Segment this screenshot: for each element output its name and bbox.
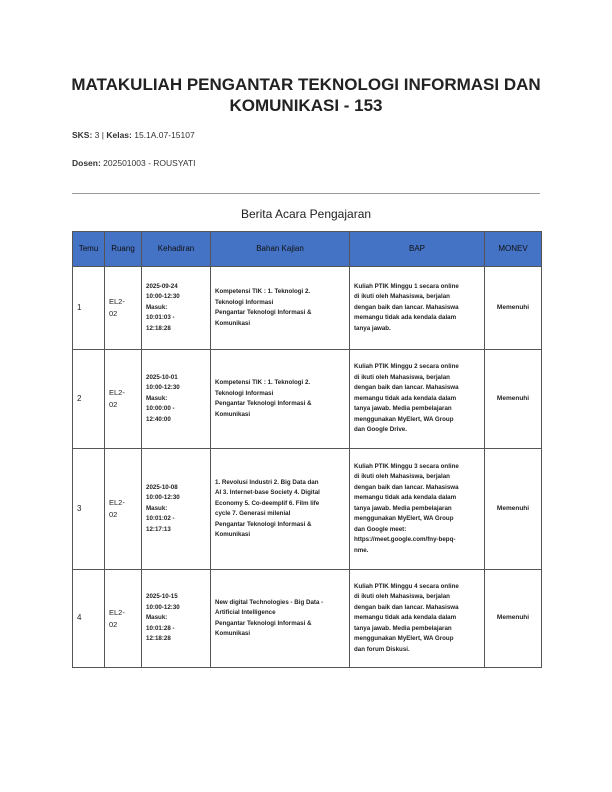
kehadiran-line: 2025-10-08 <box>146 483 178 491</box>
col-header-kehadiran: Kehadiran <box>142 232 211 267</box>
kehadiran-line: 2025-10-15 <box>146 593 178 601</box>
kehadiran-line: 12:18:28 <box>146 324 171 332</box>
bahan-line: Pengantar Teknologi Informasi & <box>215 619 312 627</box>
sks-value: 3 | <box>92 130 107 140</box>
bap-line: dan forum Diskusi. <box>354 645 410 653</box>
kehadiran-line: 12:40:00 <box>146 415 171 423</box>
cell-monev: Memenuhi <box>485 350 542 449</box>
bap-line: tanya jawab. Media pembelajaran <box>354 405 452 413</box>
cell-temu: 2 <box>73 350 105 449</box>
bap-line: menggunakan MyElert, WA Group <box>354 635 454 643</box>
bahan-line: Teknologi Informasi <box>215 298 274 306</box>
kehadiran-line: 10:00-12:30 <box>146 384 180 392</box>
bahan-line: Kompetensi TIK : 1. Teknologi 2. <box>215 288 311 295</box>
kehadiran-line: 12:18:28 <box>146 635 171 643</box>
course-meta <box>72 130 195 140</box>
bap-line: https://meet.google.com/fny-bepq- <box>354 536 456 544</box>
bap-line: Kuliah PTIK Minggu 3 secara online <box>354 462 459 470</box>
bahan-line: Teknologi Informasi <box>215 389 274 397</box>
kehadiran-line: 10:01:28 - <box>146 624 175 632</box>
kehadiran-line: Masuk: <box>146 614 168 622</box>
bahan-line: cycle 7. Generasi milenial <box>215 510 291 517</box>
bap-line: memangu tidak ada kendala dalam <box>354 394 457 402</box>
title-line-1: MATAKULIAH PENGANTAR TEKNOLOGI INFORMASI DAN <box>71 75 541 94</box>
cell-temu: 3 <box>73 449 105 570</box>
ruang-line: 02 <box>109 400 118 409</box>
cell-kehadiran <box>142 267 211 350</box>
bahan-line: Pengantar Teknologi Informasi & <box>215 309 312 316</box>
ruang-line: 02 <box>109 510 118 519</box>
bap-line: nme. <box>354 546 369 554</box>
bap-line: memangu tidak ada kendala dalam <box>354 614 457 622</box>
bahan-line: New digital Technologies - Big Data - <box>215 598 324 606</box>
bahan-line: Komunikasi <box>215 410 251 418</box>
dosen-value: 202501003 - ROUSYATI <box>100 158 196 168</box>
divider <box>72 193 540 194</box>
bap-line: dan Google Drive. <box>354 426 407 434</box>
cell-bahan-kajian <box>211 449 350 570</box>
bap-line: di ikuti oleh Mahasiswa, berjalan <box>354 593 450 601</box>
title-line-2: KOMUNIKASI - 153 <box>229 96 383 115</box>
table-row <box>73 267 542 350</box>
cell-bahan-kajian <box>211 570 350 668</box>
bap-line: menggunakan MyElert, WA Group <box>354 515 454 523</box>
ruang-line: EL2- <box>109 297 125 306</box>
cell-monev: Memenuhi <box>485 449 542 570</box>
col-header-bahan-kajian: Bahan Kajian <box>211 232 350 267</box>
cell-ruang <box>105 267 142 350</box>
cell-bahan-kajian <box>211 267 350 350</box>
cell-kehadiran <box>142 350 211 449</box>
cell-bap <box>350 570 485 668</box>
kehadiran-line: Masuk: <box>146 504 168 512</box>
cell-temu: 1 <box>73 267 105 350</box>
cell-monev: Memenuhi <box>485 267 542 350</box>
cell-kehadiran <box>142 449 211 570</box>
ruang-line: 02 <box>109 619 118 629</box>
bahan-line: Economy 5. Co-deemplif 6. Film life <box>215 499 320 507</box>
bahan-line: Pengantar Teknologi Informasi & <box>215 520 312 528</box>
bap-line: di ikuti oleh Mahasiswa, berjalan <box>354 293 450 301</box>
bap-line: tanya jawab. Media pembelajaran <box>354 504 452 512</box>
bahan-line: Komunikasi <box>215 319 251 327</box>
bap-line: di ikuti oleh Mahasiswa, berjalan <box>354 373 450 381</box>
bap-line: tanya jawab. <box>354 324 391 332</box>
ruang-line: EL2- <box>109 498 125 507</box>
page-title <box>70 74 542 116</box>
col-header-temu: Temu <box>73 232 105 267</box>
bap-line: dengan baik dan lancar. Mahasiswa <box>354 603 459 611</box>
cell-monev: Memenuhi <box>485 570 542 668</box>
kehadiran-line: 10:01:03 - <box>146 314 175 322</box>
cell-ruang <box>105 350 142 449</box>
kehadiran-line: Masuk: <box>146 303 168 311</box>
bap-line: dengan baik dan lancar. Mahasiswa <box>354 384 459 392</box>
bahan-line: Komunikasi <box>215 630 251 637</box>
bahan-line: Artificial Intelligence <box>215 609 276 616</box>
bap-line: memangu tidak ada kendala dalam <box>354 494 457 502</box>
cell-temu: 4 <box>73 570 105 668</box>
bahan-line: 1. Revolusi Industri 2. Big Data dan <box>215 478 319 486</box>
ruang-line: EL2- <box>109 607 125 617</box>
col-header-monev: MONEV <box>485 232 542 267</box>
lecturer-meta <box>72 158 195 168</box>
kehadiran-line: 10:00-12:30 <box>146 494 180 502</box>
kehadiran-line: 10:01:02 - <box>146 515 175 523</box>
bahan-line: AI 3. Internet-base Society 4. Digital <box>215 489 320 496</box>
kelas-value: 15.1A.07-15107 <box>131 130 195 140</box>
ruang-line: EL2- <box>109 388 125 397</box>
table-header-row <box>73 232 542 267</box>
bap-line: memangu tidak ada kendala dalam <box>354 314 457 322</box>
col-header-bap: BAP <box>350 232 485 267</box>
cell-bap <box>350 449 485 570</box>
cell-ruang <box>105 449 142 570</box>
table-row <box>73 570 542 668</box>
kelas-label: Kelas: <box>106 130 132 140</box>
bap-line: dan Google meet: <box>354 525 407 533</box>
bap-line: Kuliah PTIK Minggu 2 secara online <box>354 363 459 371</box>
bap-line: Kuliah PTIK Minggu 4 secara online <box>354 582 459 590</box>
section-title: Berita Acara Pengajaran <box>240 207 372 221</box>
kehadiran-line: Masuk: <box>146 394 168 402</box>
cell-bap <box>350 350 485 449</box>
bap-line: di ikuti oleh Mahasiswa, berjalan <box>354 473 450 481</box>
bap-line: Kuliah PTIK Minggu 1 secara online <box>354 282 459 290</box>
teaching-record-table <box>72 231 542 668</box>
cell-kehadiran <box>142 570 211 668</box>
bap-line: dengan baik dan lancar. Mahasiswa <box>354 303 459 311</box>
kehadiran-line: 10:00-12:30 <box>146 603 180 611</box>
bap-line: menggunakan MyElert, WA Group <box>354 415 454 423</box>
kehadiran-line: 10:00-12:30 <box>146 293 180 301</box>
bahan-line: Pengantar Teknologi Informasi & <box>215 400 312 407</box>
kehadiran-line: 2025-10-01 <box>146 373 178 381</box>
kehadiran-line: 2025-09-24 <box>146 282 178 290</box>
bap-line: dengan baik dan lancar. Mahasiswa <box>354 483 459 491</box>
bahan-line: Komunikasi <box>215 531 251 538</box>
ruang-line: 02 <box>109 309 118 318</box>
cell-bap <box>350 267 485 350</box>
cell-ruang <box>105 570 142 668</box>
bap-line: tanya jawab. Media pembelajaran <box>354 624 452 632</box>
kehadiran-line: 10:00:00 - <box>146 405 175 413</box>
col-header-ruang: Ruang <box>105 232 142 267</box>
sks-label: SKS: <box>72 130 93 140</box>
table-row <box>73 350 542 449</box>
bahan-line: Kompetensi TIK : 1. Teknologi 2. <box>215 379 311 386</box>
kehadiran-line: 12:17:13 <box>146 525 171 533</box>
table-row <box>73 449 542 570</box>
dosen-label: Dosen: <box>72 158 101 168</box>
cell-bahan-kajian <box>211 350 350 449</box>
